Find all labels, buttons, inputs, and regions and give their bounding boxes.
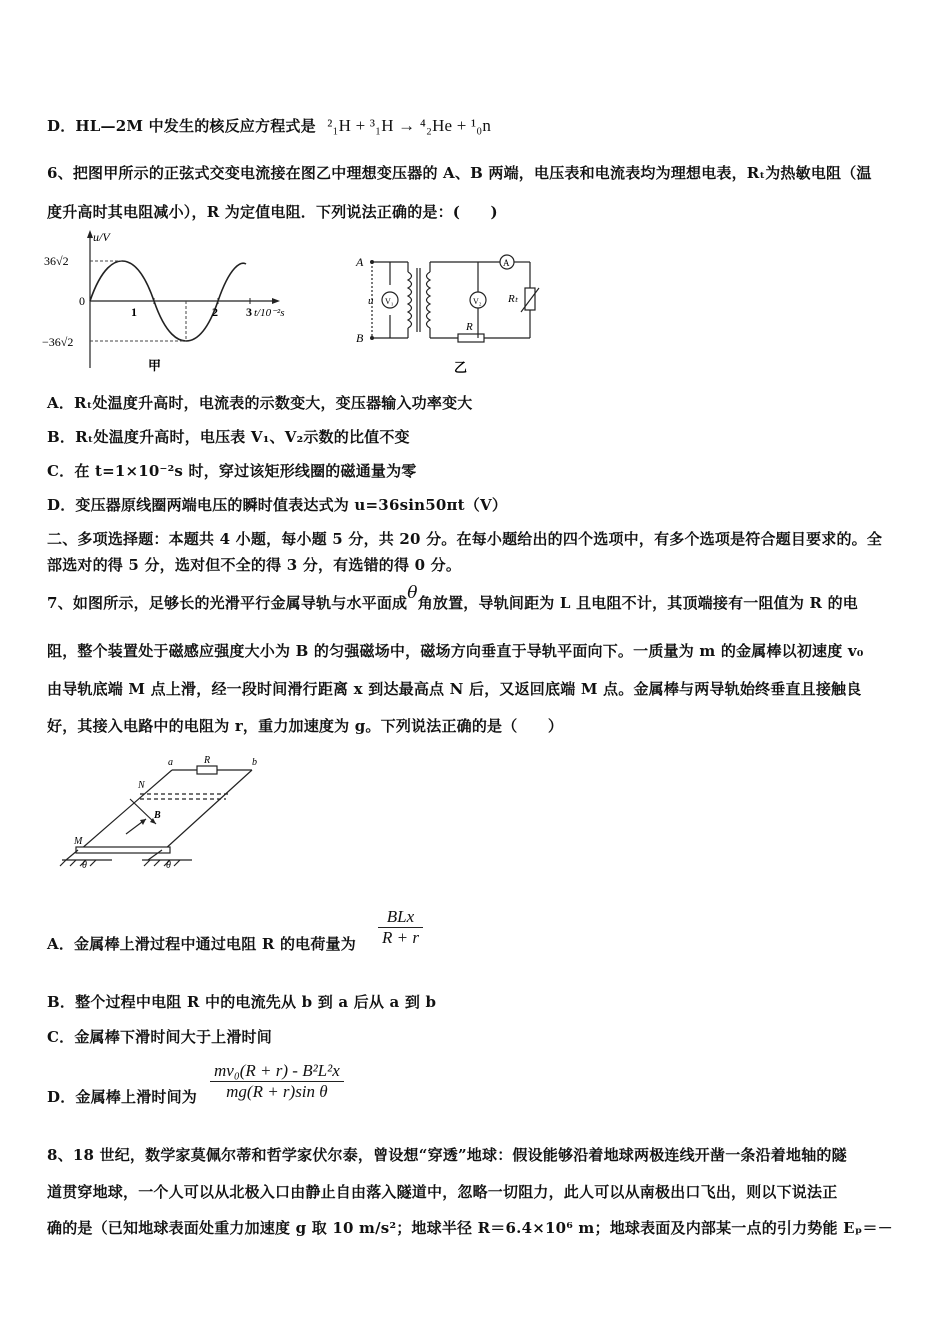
q7-stem-line4: 好，其接入电路中的电阻为 r，重力加速度为 g。下列说法正确的是（ ） [47,717,564,735]
label-b-node: b [252,757,257,768]
q6-circuit-yi [350,250,550,376]
fraction-denominator: R + r [378,927,423,948]
q7-stem-line1-a: 7、如图所示，足够长的光滑平行金属导轨与水平面成 [47,594,408,612]
q5-option-d-text: D．HL—2M 中发生的核反应方程式是 [47,117,316,135]
q7-stem-line1-b: 角放置，导轨间距为 L 且电阻不计，其顶端接有一阻值为 R 的电 [417,594,858,612]
q7-rails-figure [52,752,282,878]
figure-caption-yi: 乙 [454,360,468,375]
theta-symbol: θ [407,583,418,603]
label-a-terminal: A [356,255,364,269]
q6-stem-line2: 度升高时其电阻减小），R 为定值电阻．下列说法正确的是：( ) [47,203,498,221]
label-v1: V₁ [385,297,394,306]
q8-line2: 道贯穿地球，一个人可以从北极入口由静止自由落入隧道中，忽略一切阻力，此人可以从南极出口飞出，则以下说法正 [47,1183,838,1201]
label-theta-right: θ [166,860,171,871]
q6-option-b: B．Rₜ处温度升高时，电压表 V₁、V₂示数的比值不变 [47,428,410,446]
rod-at-m [76,847,170,853]
q7-option-a: A．金属棒上滑过程中通过电阻 R 的电荷量为 [47,935,356,953]
fraction-numerator: mv₀(R + r) - B²L²x [214,1061,340,1080]
label-r-top: R [204,755,211,766]
label-m: M [74,836,83,847]
label-u: u [368,295,374,307]
label-n: N [138,780,145,791]
x-tick-label-2: 2 [212,305,218,319]
fraction-denominator: mg(R + r)sin θ [210,1081,344,1102]
q7-option-b: B．整个过程中电阻 R 中的电流先从 b 到 a 后从 a 到 b [47,993,437,1011]
label-v2: V₂ [473,297,482,306]
thermistor-rt [525,288,535,310]
q7-option-d: D．金属棒上滑时间为 [47,1088,198,1106]
q6-option-d: D．变压器原线圈两端电压的瞬时值表达式为 u=36sin50πt（V） [47,496,508,514]
q7-stem-line2: 阻，整个装置处于磁感应强度大小为 B 的匀强磁场中，磁场方向垂直于导轨平面向下。一质量为 m 的金属棒以初速度 v₀ [47,642,864,660]
nuclear-equation: ²₁H + ³₁H → ⁴₂He + ¹₀n [327,116,492,135]
label-ammeter: A [503,258,510,268]
y-min-label: −36√2 [42,335,74,349]
q7-option-a-fraction [378,907,423,948]
y-max-label: 36√2 [44,254,69,268]
label-b-terminal: B [356,331,364,345]
resistor-r [458,334,484,342]
secondary-coil [427,272,431,328]
q7-stem-line1 [47,583,858,613]
figure-caption-jia: 甲 [148,358,162,373]
label-a-node: a [168,757,173,768]
q7-option-d-fraction [210,1061,344,1102]
primary-coil [408,272,412,328]
x-axis-label: t/10⁻²s [254,307,285,319]
section2-line2: 部选对的得 5 分，选对但不全的得 3 分，有选错的得 0 分。 [47,556,462,574]
x-tick-label-1: 1 [131,305,137,319]
q8-line1: 8、18 世纪，数学家莫佩尔蒂和哲学家伏尔泰，曾设想“穿透”地球：假设能够沿着地球两极连线开凿一条沿着地轴的隧 [47,1146,847,1164]
rail-right [164,770,252,850]
resistor-r-top [197,766,217,774]
label-b-field: B [154,810,161,821]
q5-option-d [47,115,491,136]
q8-line3: 确的是（已知地球表面处重力加速度 g 取 10 m/s²；地球半径 R＝6.4×10⁶ m；地球表面及内部某一点的引力势能 Eₚ＝－ [47,1219,893,1237]
x-axis-arrow [272,298,280,304]
q7-option-c: C．金属棒下滑时间大于上滑时间 [47,1028,272,1046]
q6-graph-jia [40,228,290,376]
q6-option-a: A．Rₜ处温度升高时，电流表的示数变大，变压器输入功率变大 [47,394,473,412]
label-theta-left: θ [82,860,87,871]
label-rt: Rₜ [508,293,518,305]
label-r: R [466,321,473,333]
q6-option-c: C．在 t=1×10⁻²s 时，穿过该矩形线圈的磁通量为零 [47,462,417,480]
x-tick-label-3: 3 [246,305,252,319]
fraction-numerator: BLx [386,907,415,926]
y-axis-label: u/V [93,230,110,244]
section2-line1: 二、多项选择题：本题共 4 小题，每小题 5 分，共 20 分。在每小题给出的四个选项中，有多个选项是符合题目要求的。全 [47,530,883,548]
q7-stem-line3: 由导轨底端 M 点上滑，经一段时间滑行距离 x 到达最高点 N 后，又返回底端 M 点。金属棒与两导轨始终垂直且接触良 [47,680,862,698]
q6-stem-line1: 6、把图甲所示的正弦式交变电流接在图乙中理想变压器的 A、B 两端，电压表和电流表均为理想电表，Rₜ为热敏电阻（温 [47,164,872,182]
origin-label: 0 [79,294,85,308]
